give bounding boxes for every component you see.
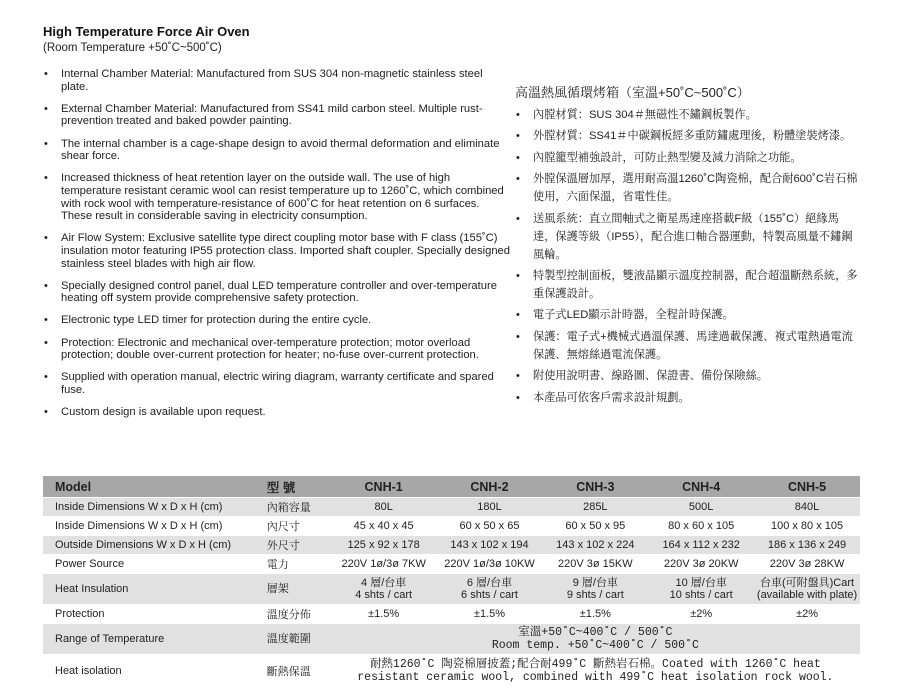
- row-label-zh: 溫度範圍: [259, 624, 331, 655]
- table-row: [43, 655, 860, 688]
- header-cnh-4: CNH-4: [648, 476, 754, 498]
- row-label-zh: 電力: [259, 555, 331, 574]
- cell-line: 9 層/台車: [572, 577, 618, 589]
- feature-item-en: • Supplied with operation manual, electric wiring diagram, warranty certificate and spared fuse.: [43, 371, 513, 396]
- table-row: [43, 605, 860, 624]
- cell: 180L: [437, 498, 543, 517]
- row-label: Range of Temperature: [43, 624, 259, 655]
- table-header-row: [43, 476, 860, 498]
- header-model: Model: [43, 476, 259, 498]
- cell: 143 x 102 x 194: [437, 536, 543, 555]
- isolation-line-1: 耐熱1260˚C 陶瓷棉層披蓋;配合耐499˚C 斷熱岩石棉。Coated with 1260˚C heat: [369, 658, 821, 671]
- cell: [437, 574, 543, 605]
- row-label-zh: 內尺寸: [259, 517, 331, 536]
- cell: ±1.5%: [437, 605, 543, 624]
- cell: 220V 3ø 28KW: [754, 555, 860, 574]
- cell: 220V 1ø/3ø 10KW: [437, 555, 543, 574]
- cell-line: 9 shts / cart: [566, 589, 624, 601]
- feature-item-en: • The internal chamber is a cage-shape design to avoid thermal deformation and eliminate shear force.: [43, 138, 513, 163]
- cell: 143 x 102 x 224: [542, 536, 648, 555]
- header-cnh-3: CNH-3: [542, 476, 648, 498]
- cell-line: 10 層/台車: [675, 577, 727, 589]
- row-label: Inside Dimensions W x D x H (cm): [43, 498, 259, 517]
- cell: ±1.5%: [331, 605, 437, 624]
- feature-item-cn: • 特製型控制面板，雙液晶顯示溫度控制器，配合超溫斷熱系統，多重保護設計。: [515, 267, 860, 303]
- table-row: [43, 536, 860, 555]
- feature-item-cn: • 外膛材質：SS41＃中碳鋼板經多重防鏽處理後，粉體塗裝烤漆。: [515, 127, 860, 145]
- cell: 500L: [648, 498, 754, 517]
- cell: 285L: [542, 498, 648, 517]
- row-label: Power Source: [43, 555, 259, 574]
- feature-item-cn: • 送風系統：直立間軸式之衛星馬達座搭載F級（155˚C）絕緣馬達，保護等級（IP55），配合進口軸合器運動，特製高風量不鏽鋼風輪。: [515, 210, 860, 264]
- cell: [542, 574, 648, 605]
- header-cnh-2: CNH-2: [437, 476, 543, 498]
- row-label: Protection: [43, 605, 259, 624]
- table-row: [43, 517, 860, 536]
- row-label-zh: 溫度分佈: [259, 605, 331, 624]
- cell-line: 4 shts / cart: [355, 589, 413, 601]
- cell: 60 x 50 x 95: [542, 517, 648, 536]
- header-cnh-1: CNH-1: [331, 476, 437, 498]
- feature-item-en: • Internal Chamber Material: Manufactured from SUS 304 non-magnetic stainless steel plate.: [43, 68, 513, 93]
- cell: 125 x 92 x 178: [331, 536, 437, 555]
- feature-item-en: • Electronic type LED timer for protection during the entire cycle.: [43, 314, 513, 327]
- isolation-line-2: resistant ceramic wool, combined with 499˚C heat isolation rock wool.: [357, 671, 834, 684]
- row-label-zh: 層架: [259, 574, 331, 605]
- cell: 220V 3ø 15KW: [542, 555, 648, 574]
- feature-item-cn: • 本產品可依客戶需求設計規劃。: [515, 389, 860, 407]
- row-label: Heat Insulation: [43, 574, 259, 605]
- cell: [754, 574, 860, 605]
- cell: [648, 574, 754, 605]
- cell-line: 4 層/台車: [361, 577, 407, 589]
- row-label: Outside Dimensions W x D x H (cm): [43, 536, 259, 555]
- cell: ±2%: [754, 605, 860, 624]
- cell: 186 x 136 x 249: [754, 536, 860, 555]
- cell: 220V 3ø 20KW: [648, 555, 754, 574]
- range-line-en: Room temp. +50˚C~400˚C / 500˚C: [491, 639, 699, 652]
- table-row: [43, 574, 860, 605]
- cell: [331, 574, 437, 605]
- row-label: Inside Dimensions W x D x H (cm): [43, 517, 259, 536]
- header-cnh-5: CNH-5: [754, 476, 860, 498]
- cell: 164 x 112 x 232: [648, 536, 754, 555]
- table-row: [43, 624, 860, 655]
- header-model-zh: 型 號: [259, 476, 331, 498]
- feature-item-en: • Air Flow System: Exclusive satellite type direct coupling motor base with F class (155˚C) insulation motor featuring IP55 protection class. Imported shaft coupler. Specially designed stainless steel blades with high air flow.: [43, 232, 513, 270]
- feature-item-en: • Protection: Electronic and mechanical over-temperature protection; motor overload protection; double over-current protection for heater; no-fuse over-current protection.: [43, 337, 513, 362]
- cell: 45 x 40 x 45: [331, 517, 437, 536]
- cell: 220V 1ø/3ø 7KW: [331, 555, 437, 574]
- feature-item-en: • External Chamber Material: Manufactured from SS41 mild carbon steel. Multiple rust-prevention treated and baked powder painting.: [43, 103, 513, 128]
- feature-item-en: • Specially designed control panel, dual LED temperature controller and over-temperature heating off system provide comprehensive safety protection.: [43, 280, 513, 305]
- table-row: [43, 498, 860, 517]
- cell: 80L: [331, 498, 437, 517]
- range-line-zh: 室溫+50˚C~400˚C / 500˚C: [518, 626, 673, 639]
- range-cell: [331, 624, 860, 655]
- cell-line: 6 層/台車: [466, 577, 513, 589]
- feature-item-cn: • 內膛籠型補強設計，可防止熱型變及減力消除之功能。: [515, 149, 860, 167]
- feature-item-en: • Increased thickness of heat retention layer on the outside wall. The use of high temperature resistant ceramic wool can resist temperature up to 1260˚C, which combined with rock wool with temperature-resistance of 600˚C for heat retention on 6 surfaces. These result in considerable saving in electricity consumption.: [43, 172, 513, 222]
- feature-item-cn: • 附使用說明書、線路圖、保證書、備份保險絲。: [515, 367, 860, 385]
- isolation-cell: [331, 655, 860, 688]
- row-label-zh: 斷熱保溫: [259, 655, 331, 688]
- spec-table: [43, 476, 860, 688]
- cell-line: 10 shts / cart: [669, 589, 733, 601]
- feature-item-cn: • 內膛材質：SUS 304＃無磁性不鏽鋼板製作。: [515, 106, 860, 124]
- cell: 100 x 80 x 105: [754, 517, 860, 536]
- row-label-zh: 內箱容量: [259, 498, 331, 517]
- feature-item-cn: • 保護：電子式+機械式過溫保護、馬達過載保護、複式電熱過電流保護、無熔絲過電流保護。: [515, 328, 860, 364]
- feature-item-en: • Custom design is available upon request.: [43, 406, 513, 419]
- cell-line: 6 shts / cart: [461, 589, 518, 601]
- feature-item-cn: • 電子式LED顯示計時器，全程計時保護。: [515, 306, 860, 324]
- cell: 60 x 50 x 65: [437, 517, 543, 536]
- cell-line: 台車(可附盤具)Cart: [759, 577, 855, 589]
- row-label-zh: 外尺寸: [259, 536, 331, 555]
- features-list-cn: [515, 106, 860, 410]
- feature-item-cn: • 外膛保溫層加厚，選用耐高溫1260˚C陶瓷棉，配合耐600˚C岩石棉使用，六面保溫，省電性佳。: [515, 170, 860, 206]
- cell-line: (available with plate): [756, 589, 858, 601]
- page-subtitle: (Room Temperature +50˚C~500˚C): [43, 42, 222, 54]
- table-row: [43, 555, 860, 574]
- page-title: High Temperature Force Air Oven: [43, 24, 250, 39]
- cell: ±2%: [648, 605, 754, 624]
- cell: 840L: [754, 498, 860, 517]
- cell: ±1.5%: [542, 605, 648, 624]
- features-list-en: [43, 68, 513, 428]
- row-label: Heat isolation: [43, 655, 259, 688]
- cn-section-title: 高溫熱風循環烤箱（室溫+50˚C~500˚C）: [515, 85, 750, 100]
- cell: 80 x 60 x 105: [648, 517, 754, 536]
